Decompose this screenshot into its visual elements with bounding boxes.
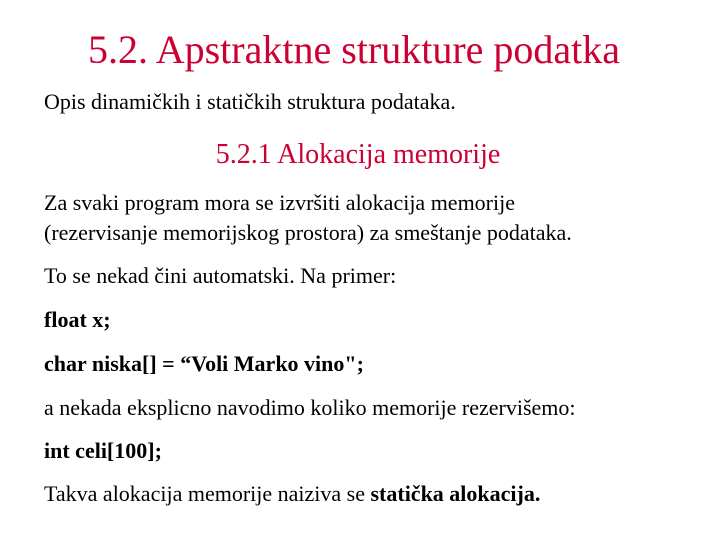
slide-title: 5.2. Apstraktne strukture podatka [87, 27, 621, 72]
paragraph-1-line-1: Za svaki program mora se izvršiti alokacija memorije [44, 190, 516, 215]
code-char-declaration: char niska[] = “Voli Marko vino"; [44, 351, 364, 376]
paragraph-4-emphasis: statička alokacija. [370, 481, 541, 506]
paragraph-2: To se nekad čini automatski. Na primer: [44, 263, 397, 288]
paragraph-4-text: Takva alokacija memorije naiziva se [44, 481, 371, 506]
section-subtitle: 5.2.1 Alokacija memorije [215, 139, 501, 170]
code-float-declaration: float x; [44, 307, 111, 332]
code-int-declaration: int celi[100]; [44, 438, 162, 463]
intro-text: Opis dinamičkih i statičkih struktura podataka. [44, 89, 456, 114]
paragraph-1-line-2: (rezervisanje memorijskog prostora) za smeštanje podataka. [44, 220, 572, 245]
paragraph-3: a nekada eksplicno navodimo koliko memorije rezervišemo: [44, 395, 576, 420]
paragraph-4 [44, 480, 540, 508]
